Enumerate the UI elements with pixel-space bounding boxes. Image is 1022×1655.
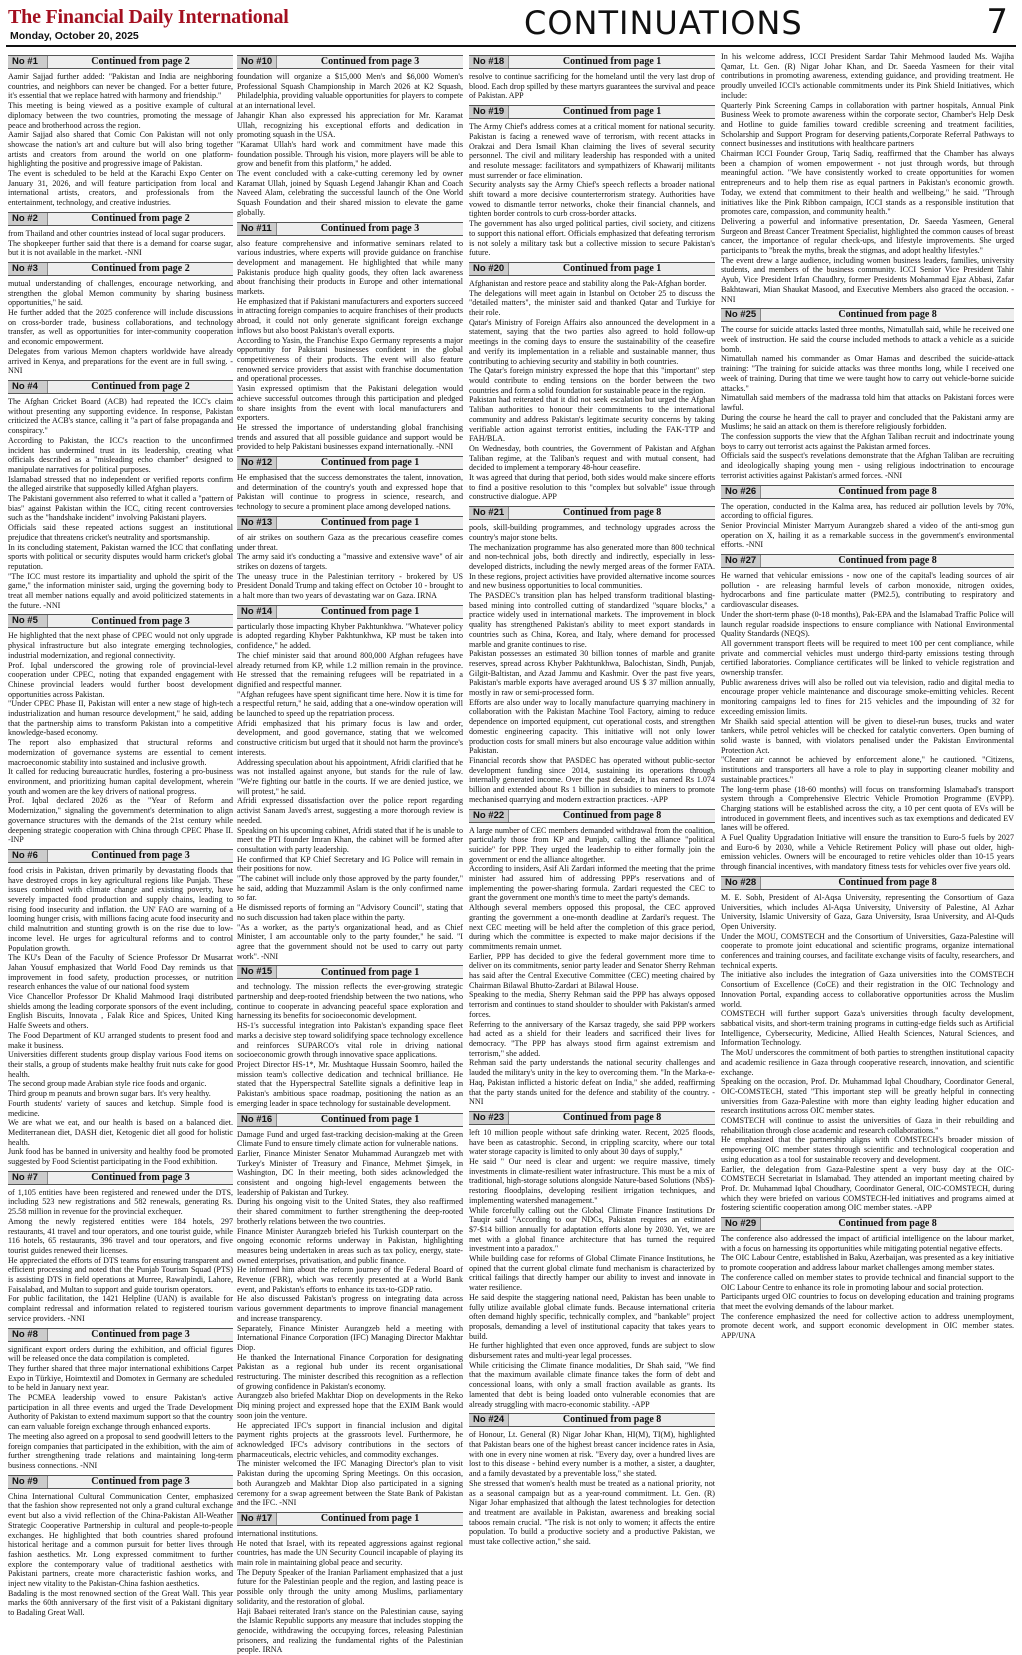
article-paragraph: The Qatar's foreign ministry expressed the hope that this "important" step would contribute to ending tensions on the border between the two countries and form a solid foundation for sustainable peace in the region. (469, 366, 715, 395)
article-paragraph: Quarterly Pink Screening Camps in collaboration with partner hospitals, Annual Pink Business Week to promote awareness within the corporate sector, Chamber's Help Desk and Hotline to guide families toward credible screening and treatment facilities, Scholarship and Support Program for deserving patients,Corporate Referral Pathways to connect businesses and institutions with healthcare partners (721, 100, 1014, 149)
continued-from-label: Continued from page 2 (91, 381, 190, 393)
article-paragraph: The uneasy truce in the Palestinian territory - brokered by US President Donald Trump and taking effect on October 10 - brought to a halt more than two years of devastating war on Gaza. IRNA (237, 571, 463, 601)
continued-from-label: Continued from page 1 (562, 106, 662, 118)
article-paragraph: The government has also urged political parties, civil society, and citizens to support this national effort. Officials emphasized that defeating terrorism is not solely a military task but a collective mission to secure Pakistan's future. (469, 219, 715, 258)
article-paragraph: Prof. Iqbal underscored the growing role of provincial-level cooperation under CPEC, noting that expanded engagement with Chinese provincial leaders would further boost development opportunities across Pakistan. (8, 660, 233, 699)
continued-from-label: Continued from page 2 (91, 56, 190, 68)
masthead-rule (6, 45, 1016, 47)
article-paragraph: Fourth students' variety of sauces and ketchup. Simple food is medicine. (8, 1098, 233, 1118)
article-paragraph: The Deputy Speaker of the Iranian Parliament emphasized that a just future for the Palestinian people and the region, and lasting peace is possible only through the unity among Muslims, parliamentary solidarity, and the restoration of global. (237, 1567, 463, 1606)
article-paragraph: During the course he heard the call to prayer and concluded that the Pakistani army are Muslims; he said an attack on them is therefore religiously forbidden. (721, 412, 1014, 432)
article-header (469, 1111, 715, 1125)
article-number-tag: No #2 (8, 213, 48, 225)
article-header (721, 876, 1014, 890)
article-paragraph: The MoU underscores the commitment of both parties to strengthen institutional capacity and academic resilience in Gaza through cooperative research, innovation, and scientific exchange. (721, 1048, 1014, 1077)
article-paragraph: Earlier, Finance Minister Senator Muhammad Aurangzeb met with Turkey's Minister of Treasury and Finance, Mehmet Şimşek, in Washington, DC In their meeting, both sides acknowledged the consistent and ongoing high-level engagements between the leadership of Pakistan and Turkey. (237, 1148, 463, 1197)
article (237, 222, 463, 452)
article-header (8, 55, 233, 69)
article-header (469, 55, 715, 69)
article-header (469, 809, 715, 823)
article (469, 1413, 715, 1546)
article-paragraph: Yasin expressed optimism that the Pakistani delegation would achieve successful outcomes through this participation and pledged to share insights from the event with local manufacturers and exporters. (237, 384, 463, 423)
article-header (469, 262, 715, 276)
article-paragraph: The army said it's conducting a "massive and extensive wave" of air strikes on dozens of targets. (237, 552, 463, 571)
article-paragraph: He stressed the importance of understanding global franchising trends and assured that all possible guidance and support would be provided to help Pakistani businesses expand internationally. -NNI (237, 422, 463, 452)
article-paragraph: According to insiders, Asif Ali Zardari informed the meeting that the prime minister had assured him of addressing PPP's reservations and of implementing the power-sharing formula. Zardari requested the CEC to grant the government one month's time to meet the party's demands. (469, 864, 715, 903)
article-paragraph: "The cabinet will include only those approved by the party founder," he said, adding that Muzzammil Aslam is the only confirmed name so far. (237, 874, 463, 903)
article-paragraph: Chairman ICCI Founder Group, Tariq Sadiq, reaffirmed that the Chamber has always been a champion of women empowerment - not just through words, but through meaningful action. "We have consistently worked to create opportunities for women entrepreneurs and to help them rise as equal partners in Pakistan's economic growth. Today, we extend that commitment to their health and wellbeing," he said. "Through initiatives like the Pink Ribbon campaign, ICCI stands as a responsible institution that promotes care, compassion, and community health." (721, 149, 1014, 217)
article-paragraph: The operation, conducted in the Kalma area, has reduced air pollution levels by 70%, according to official figures. (721, 501, 1014, 521)
article (237, 1512, 463, 1655)
continued-from-label: Continued from page 3 (91, 615, 190, 627)
article-paragraph: All government transport fleets will be required to meet 100 per cent compliance, while private and commercial vehicles must undergo third-party emissions testing through certified laboratories. Compliance certificates will be linked to vehicle registration and ownership transfer. (721, 638, 1014, 678)
article-paragraph: Under the MOU, COMSTECH and the Consortium of Universities, Gaza-Palestine will cooperate to promote joint educational and scientific programs, organize international conferences and training courses, and facilitate exchange visits of faculty, researchers, and technical experts. (721, 931, 1014, 970)
article-paragraph: Public awareness drives will also be rolled out via television, radio and digital media to encourage proper vehicle maintenance and discourage smoke-emitting vehicles. Recent monitoring campaigns led to fines for 215 vehicles and the impounding of 32 for exceeding emission limits. (721, 677, 1014, 716)
article-paragraph: A large number of CEC members demanded withdrawal from the coalition, particularly those from KP and Punjab, calling the alliance "political suicide" for PPP. They urged the leadership to either formally join the government or end the alliance altogether. (469, 825, 715, 864)
article-header (8, 262, 233, 276)
article (8, 212, 233, 258)
article-paragraph: Damage Fund and urged fast-tracking decision-making at the Green Climate Fund to ensure timely climate action for vulnerable nations. (237, 1129, 463, 1149)
article (8, 1328, 233, 1471)
article-paragraph: They further shared that three major international exhibitions Carpet Expo in Türkiye, Hoimtextil and Domotex in Germany are scheduled to be held in January next year. (8, 1363, 233, 1393)
continued-from-label: Continued from page 8 (562, 1414, 662, 1426)
article-paragraph: He warned that vehicular emissions - now one of the capital's leading sources of air pollution - are releasing harmful levels of carbon monoxide, nitrogen oxides, hydrocarbons and fine particulate matter (PM2.5), contributing to respiratory and cardiovascular diseases. (721, 571, 1014, 610)
article-paragraph: mutual understanding of challenges, encourage networking, and strengthen the global Memon community by sharing business opportunities," he said. (8, 278, 233, 308)
continued-article-text (721, 52, 1014, 304)
article-number-tag: No #3 (8, 263, 48, 275)
continued-from-label: Continued from page 2 (91, 263, 190, 275)
article-number-tag: No #28 (721, 877, 761, 889)
article-paragraph: The report also emphasized that structural reforms and modernization of governance systems are essential to cement macroeconomic stability into sustained and inclusive growth. (8, 738, 233, 767)
page-number: 7 (986, 2, 1008, 42)
section-title: CONTINUATIONS (524, 4, 803, 42)
article (8, 1475, 233, 1618)
article (8, 380, 233, 610)
article-paragraph: Speaking on the occasion, Prof. Dr. Muhammad Iqbal Choudhary, Coordinator General, OIC-COMSTECH, stated "This important step will be greatly helpful in connecting universities from Gaza-Palestine with more than eighty leading higher education and research institutions across OIC member states. (721, 1077, 1014, 1116)
article-number-tag: No #19 (469, 106, 509, 118)
article-paragraph: Prof. Iqbal declared 2026 as the "Year of Reform and Modernization," signaling the government's determination to align governance structures with the demands of the 21st century while deepening strategic cooperation with China through CPEC Phase II. -INP (8, 796, 233, 845)
article-paragraph: A Fuel Quality Upgradation Initiative will ensure the transition to Euro-5 fuels by 2027 and Euro-6 by 2030, while a Vehicle Retirement Policy will phase out older, high-emission vehicles. Owners will be encouraged to retire vehicles older than 10-15 years through financial incentives, with mandatory fitness tests for vehicles over five years old. (721, 833, 1014, 872)
article-paragraph: The shopkeeper further said that there is a demand for coarse sugar, but it is not available in the market. -NNI (8, 238, 233, 258)
continued-from-label: Continued from page 1 (320, 516, 420, 528)
article-paragraph: food crisis in Pakistan, driven primarily by devastating floods that have destroyed crops in key agricultural regions like Punjab. These issues combined with climate change and existing poverty, have severely impacted food production and supply chains, leading to rising food insecurity and inflation. the UN' FAO are warning of a looming hunger crisis, with millions facing acute food insecurity and child malnutrition and stunting growth is on the rise due to low-income level. He urges for agricultural reforms and to control Population growth. (8, 865, 233, 953)
article-number-tag: No #26 (721, 486, 761, 498)
article-paragraph: Security analysts say the Army Chief's speech reflects a broader national shift toward a more decisive counterterrorism strategy. Authorities have vowed to dismantle terror networks, choke their financial channels, and tighten border controls to curb cross-border attacks. (469, 180, 715, 219)
article-paragraph: Third group m peanuts and brown sugar bars. It's very healthy. (8, 1089, 211, 1099)
continued-from-label: Continued from page 1 (320, 457, 420, 469)
article-paragraph: During his ongoing visit to the United States, they also reaffirmed their shared commitment to further strengthening the deep-rooted brotherly relations between the two countries. (237, 1197, 463, 1226)
article-paragraph: COMSTECH will continue to assist the universities of Gaza in their rebuilding and rehabilitation through close academic and research collaborations." (721, 1116, 1014, 1135)
article-paragraph: He thanked the International Finance Corporation for designating Pakistan as a regional hub under its recent organisational restructuring. The minister described this recognition as a reflection of growing confidence in Pakistan's economy. (237, 1352, 463, 1391)
article-paragraph: On Wednesday, both countries, the Government of Pakistan and Afghan Taliban regime, at the Taliban's request and with mutual consent, had decided to implement a temporary 48-hour ceasefire. (469, 443, 715, 473)
article-number-tag: No #29 (721, 1218, 761, 1230)
article-paragraph: "Karamat Ullah's hard work and commitment have made this foundation possible. Through his vision, more players will be able to grow and benefit from this platform," he added. (237, 139, 463, 169)
continued-from-label: Continued from page 1 (320, 966, 420, 978)
article-paragraph: Finance Minister Aurangzeb briefed his Turkish counterpart on the ongoing economic reforms underway in Pakistan, highlighting measures being undertaken in areas such as tax policy, energy, state-owned enterprises, privatisation, and public finance. (237, 1226, 463, 1265)
article-paragraph: The conference called on member states to provide technical and financial support to the OIC Labour Centre to enhance its role in promoting labour and social protection. (721, 1272, 1014, 1292)
article-paragraph: Project Director HS-1*, Mr. Mushtaque Hussain Soomro, hailed the mission team's collective dedication and technical brilliance. He stated that the Hyperspectral Satellite signals a definitive leap in Pakistan's ambitious space roadmap, positioning the nation as an emerging leader in space technology for sustainable development. (237, 1059, 463, 1108)
article-header (469, 506, 715, 520)
article-header (8, 380, 233, 394)
article (721, 876, 1014, 1213)
article-number-tag: No #16 (237, 1114, 277, 1126)
article-paragraph: of air strikes on southern Gaza as the precarious ceasefire comes under threat. (237, 532, 463, 552)
article-number-tag: No #1 (8, 56, 48, 68)
article-header (721, 554, 1014, 568)
continued-from-label: Continued from page 1 (562, 263, 662, 275)
article (237, 55, 463, 218)
article-paragraph: It was agreed that during that period, both sides would make sincere efforts to find a positive resolution to this "complex but solvable" issue through constructive dialogue. APP (469, 473, 715, 502)
continued-from-label: Continued from page 3 (320, 222, 420, 234)
article-number-tag: No #9 (8, 1476, 48, 1488)
article-header (8, 614, 233, 628)
article-number-tag: No #14 (237, 606, 277, 618)
column-2 (237, 52, 463, 1655)
article-paragraph: According to Yasin, the Franchise Expo Germany represents a major opportunity for Pakistani businesses confident in the global competitiveness of their products. The event will also feature renowned service providers that assist with franchise documentation and operational processes. (237, 335, 463, 384)
article-paragraph: Referring to the anniversary of the Karsaz tragedy, she said PPP workers had acted as a shield for their leaders and sacrificed their lives for democracy. "The PPP has always stood firm against extremism and terrorism," she added. (469, 1019, 715, 1058)
continued-from-label: Continued from page 1 (562, 56, 662, 68)
article-header (469, 1413, 715, 1427)
article-number-tag: No #22 (469, 810, 509, 822)
article-paragraph: The second group made Arabian style rice foods and organic. (8, 1079, 207, 1089)
article-header (237, 55, 463, 69)
article-paragraph: The mechanization programme has also generated more than 800 technical and non-technical jobs, both directly and indirectly, especially in less-developed districts, including the newly merged areas of the former FATA. In these regions, project activities have provided alternative income sources and new business opportunities to local communities. (469, 542, 715, 591)
article-paragraph: The Food Department of KU arranged students to present food and make it business. (8, 1030, 233, 1050)
article-paragraph: The PASDEC's transition plan has helped transform traditional blasting-based mining into controlled cutting of standardized "square blocks," a practice widely used in international markets. The improvement in block quality has strengthened Pakistan's ability to meet export standards in countries such as China, Korea, and Italy, where demand for processed marble and granite continues to rise. (469, 591, 715, 649)
article-paragraph: HS-1's successful integration into Pakistan's expanding space fleet marks a decisive step toward solidifying space technology excellence and reinforces SUPARCO's vital role in driving national socioeconomic growth through innovative space applications. (237, 1021, 463, 1060)
article-paragraph: Universities different students group display various Food items on their stalls, a group of students make healthy fruit nuts cake for good health. (8, 1050, 233, 1079)
article (237, 965, 463, 1108)
article-header (237, 222, 463, 236)
article-header (237, 516, 463, 530)
article-header (469, 105, 715, 119)
article-number-tag: No #27 (721, 555, 761, 567)
article-paragraph: The OIC Labour Centre, established in Baku, Azerbaijan, was presented as a key initiative to promote cooperation and address labour market challenges among member states. (721, 1253, 1014, 1273)
continued-from-label: Continued from page 8 (562, 507, 662, 519)
article (469, 55, 715, 101)
article-paragraph: According to Pakistan, the ICC's reaction to the unconfirmed incident has undermined trust in its leadership, creating what officials described as a "misleading echo chamber" designed to manipulate narratives for political purposes. (8, 435, 233, 474)
article-paragraph: Afridi expressed dissatisfaction over the police report regarding activist Sanam Javed's arrest, suggesting a more thorough review is needed. (237, 796, 463, 825)
article-paragraph: left 10 million people without safe drinking water. Recent, 2025 floods, have been as catastrophic. Second, in crippling scarcity, where our total water storage capacity is limited to only about 30 days of supply," (469, 1127, 715, 1157)
article-paragraph: international institutions. (237, 1528, 318, 1538)
article-paragraph: While building case for reforms of Global Climate Finance Institutions, he opined that the current global climate fund mechanism is characterized by critical failings that directly hamper our ability to invest and innovate in water resilience. (469, 1254, 715, 1293)
article-paragraph: The conference emphasized the need for collective action to address unemployment, promote decent work, and support economic development in OIC member states. APP/UNA (721, 1311, 1014, 1341)
article-paragraph: Aamir Sajjad further added: "Pakistan and India are neighboring countries, and neighbors can never be changed. For a better future, it's essential that we replace hatred with harmony and friendship." (8, 72, 233, 101)
article (237, 516, 463, 601)
masthead (0, 0, 1022, 46)
article-paragraph: Delegates from various Memon chapters worldwide have already arrived in Kenya, and preparations for the event are in full swing. -NNI (8, 346, 233, 376)
article (237, 1113, 463, 1508)
article-paragraph: He confirmed that KP Chief Secretary and IG Police will remain in their positions for now. (237, 854, 463, 874)
article-number-tag: No #10 (237, 56, 277, 68)
article-paragraph: We are what we eat, and our health is based on a balanced diet. Mediterranean diet, DASH diet, Ketogenic diet all good for holistic health. (8, 1118, 233, 1147)
article-paragraph: He further added that the 2025 conference will include discussions on cross-border trade, business collaborations, and technology transfer, as well as opportunities for inter-community cooperation and economic empowerment. (8, 308, 233, 347)
article-paragraph: "Under CPEC Phase II, Pakistan will enter a new stage of high-tech industrialization and human resource development," he said, adding that the partnership aims to transform Pakistan into a competitive knowledge-based economy. (8, 699, 233, 738)
article-paragraph: Mr Shaikh said special attention will be given to diesel-run buses, trucks and water tankers, while petrol vehicles will be checked for catalytic converters. Open burning of solid waste is banned, with violators penalised under the Pakistan Environmental Protection Act. (721, 716, 1014, 755)
article-paragraph: He informed him about the reform journey of the Federal Board of Revenue (FBR), which was recently presented at a World Bank event, and Pakistan's efforts to enhance its tax-to-GDP ratio. (237, 1265, 463, 1294)
article-paragraph: Nimatullah said members of the madrassa told him that attacks on Pakistani forces were lawful. (721, 393, 1014, 412)
article-paragraph: He also discussed Pakistan's progress on integrating data across various government departments to improve financial management and increase transparency. (237, 1294, 463, 1323)
article-paragraph: The minister welcomed the IFC Managing Director's plan to visit Pakistan during the upcoming Spring Meetings. On this occasion, both Aurangzeb and Makhtar Diop also participated in a signing ceremony for a swap agreement between the State Bank of Pakistan and the IFC. -NNI (237, 1459, 463, 1508)
article-number-tag: No #6 (8, 850, 48, 862)
article-paragraph: Earlier, the delegation from Gaza-Palestine spent a very busy day at the OIC-COMSTECH Secretariat in Islamabad. They attended an important meeting chaired by Prof. Dr. Muhammad Iqbal Choudhary, Coordinator General, OIC-COMSTECH, during which they were briefed on various COMSTECH-led initiatives and programs aimed at fostering scientific cooperation among OIC member states. -APP (721, 1164, 1014, 1213)
continued-from-label: Continued from page 3 (91, 1475, 190, 1487)
article-paragraph: Badaling is the most renowned section of the Great Wall. This year marks the 60th anniversary of the first visit of a Pakistani dignitary to Badaling Great Wall. (8, 1588, 233, 1618)
article-paragraph: "Afghan refugees have spent significant time here. Now it is time for a respectful return," he said, adding that a one-window operation will be launched to speed up the repatriation process. (237, 689, 463, 719)
article-paragraph: The Army Chief's address comes at a critical moment for national security. Pakistan is facing a renewed wave of terrorism, with recent attacks in Orakzai and Dera Ismail Khan claiming the lives of several security personnel. The civil and military leadership has responded with a united and resolute message: facilitators and sympathizers of Khawarij militants must surrender or face elimination. (469, 122, 715, 180)
article-header (8, 1171, 233, 1185)
article-number-tag: No #15 (237, 966, 277, 978)
article (8, 1171, 233, 1324)
article-paragraph: Participants urged OIC countries to focus on developing education and training programs that meet the evolving demands of the labour market. (721, 1292, 1014, 1311)
article-header (8, 1328, 233, 1342)
article-paragraph: M. E. Sobh, President of Al-Aqsa University, representing the Consortium of Gaza Universities, which includes Al-Aqsa University, University of Palestine, Al Azhar University, Islamic University of Gaza, Gaza University, Israa University, and Al-Quds Open University. (721, 892, 1014, 931)
continued-from-label: Continued from page 3 (91, 1328, 190, 1340)
continued-from-label: Continued from page 1 (320, 605, 420, 617)
issue-date: Monday, October 20, 2025 (10, 30, 139, 42)
column-3 (469, 52, 715, 1644)
article (8, 55, 233, 208)
article-paragraph: The course for suicide attacks lasted three months, Nimatullah said, while he received one week of instruction. He said the course included methods to attack a vehicle as a suicide bomb. (721, 325, 1014, 354)
article-paragraph: COMSTECH will further support Gaza's universities through faculty development, sabbatical visits, and short-term training programs in cutting-edge fields such as Artificial Intelligence, Cybersecurity, Medicine, Allied Health Sciences, Natural Sciences, and Information Technology. (721, 1009, 1014, 1048)
article-paragraph: Vice Chancellor Professor Dr Khalid Mahmood Iraqi distributed shields among the leading corporate sponsors of the event including, English Biscuits, Innovata , Falak Rice and Spices, United King Halfe Sweets and others. (8, 992, 233, 1031)
article-paragraph: China International Cultural Communication Center, emphasized that the fashion show represented not only a grand cultural exchange event but also a vivid reflection of the China-Pakistan All-Weather Strategic Cooperative Partnership in cultural and people-to-people exchanges. He highlighted that both countries shared profound historical heritage and a common pursuit for better lives through fashion aesthetics. Mr. Long expressed commitment to further explore the contemporary value of traditional aesthetics with Pakistani partners, create more characteristic fashion works, and inject new vitality to the Pakistan-China fashion aesthetics. (8, 1491, 233, 1589)
article-paragraph: of 1,105 entities have been registered and renewed under the DTS, including 523 new registrations and 582 renewals, generating Rs. 25.58 million in revenue for the provincial exchequer. (8, 1187, 233, 1217)
article-paragraph: The long-term phase (18-60 months) will focus on transforming Islamabad's transport system through a Comprehensive Electric Vehicle Promotion Programme (EVPP). Charging stations will be established across the city, a 10 per cent quota of EVs will be introduced in government fleets, and incentives such as tax exemptions and dedicated EV lanes will be offered. (721, 784, 1014, 833)
article-paragraph: particularly those impacting Khyber Pakhtunkhwa. "Whatever policy is adopted regarding Khyber Pakhtunkhwa, KP must be taken into confidence," he added. (237, 621, 463, 651)
article-paragraph: Speaking to the media, Sherry Rehman said the PPP has always opposed terrorism and continues to stand shoulder to shoulder with Pakistan's armed forces. (469, 990, 715, 1019)
article-paragraph: In its concluding statement, Pakistan warned the ICC that conflating sports with political or security disputes would harm cricket's global reputation. (8, 542, 233, 571)
article (8, 262, 233, 376)
article-paragraph: pools, skill-building programmes, and technology upgrades across the country's major stone belts. (469, 523, 715, 542)
newspaper-name: The Financial Daily International (8, 6, 289, 28)
article-paragraph: He further highlighted that even once approved, funds are subject to slow disbursement rates and multi-year legal processes. (469, 1341, 715, 1361)
article-paragraph: Afghanistan and restore peace and stability along the Pak-Afghan border. (469, 278, 707, 288)
article-paragraph: Separately, Finance Minister Aurangzeb held a meeting with International Finance Corporation (IFC) Managing Director Makhtar Diop. (237, 1323, 463, 1352)
article-paragraph: from Thailand and other countries instead of local sugar producers. (8, 228, 226, 238)
article-paragraph: "Cleaner air cannot be achieved by enforcement alone," he cautioned. "Citizens, institutions and transporters all have a role to play in supporting cleaner mobility and sustainable practices." (721, 755, 1014, 784)
column-1 (8, 52, 233, 1644)
article-paragraph: The event is scheduled to be held at the Karachi Expo Center on January 31, 2026, and will feature participation from local and international artists, creators, and professionals from the entertainment, technology, and creative industries. (8, 169, 233, 208)
article-header (8, 212, 233, 226)
article-paragraph: The meeting also agreed on a proposal to send goodwill letters to the foreign companies that participated in the exhibition, with the aim of further strengthening trade relations and maintaining long-term business connections. -NNI (8, 1431, 233, 1470)
article-paragraph: While forcefully calling out the Global Climate Finance Institutions Dr Tauqir said "According to our NDCs, Pakistan requires an estimated $7-$14 billion annually for adaptation efforts alone by 2030. Yet, we are met with a global finance architecture that has turned the required investment into a paradox." (469, 1205, 715, 1254)
article-paragraph: The event concluded with a cake-cutting ceremony led by owner Karamat Ullah, joined by Squash Legend Jahangir Khan and Coach Naveed Alam, celebrating the successful launch of the One World Squash Foundation and their shared mission to elevate the game globally. (237, 169, 463, 217)
article-paragraph: He dismissed reports of forming an "Advisory Council", stating that no such discussion had taken place within the party. (237, 903, 463, 922)
article-paragraph: Qatar's Ministry of Foreign Affairs also announced the development in a statement, saying that the two parties also agreed to hold follow-up meetings in the coming days to ensure the sustainability of the ceasefire and verify its implementation in a reliable and sustainable manner, thus contributing to achieving security and stability in both countries. (469, 317, 715, 366)
article-paragraph: Delivering a powerful and informative presentation, Dr. Saeeda Yasmeen, General Surgeon and Breast Cancer Treatment Specialist, highlighted the common causes of breast cancer, the importance of regular check-ups, and lifestyle improvements. She urged participants to "break the myths, break the stigmas, and adopt healthy lifestyles." (721, 216, 1014, 256)
continued-from-label: Continued from page 3 (320, 56, 420, 68)
article-header (237, 605, 463, 619)
article (721, 485, 1014, 551)
article-header (237, 1113, 463, 1127)
continued-from-label: Continued from page 8 (562, 809, 662, 821)
article-paragraph: He highlighted that the next phase of CPEC would not only upgrade physical infrastructure but also integrate emerging technologies, industrial modernization, and regional connectivity. (8, 631, 233, 660)
article-paragraph: The event drew a large audience, including women business leaders, families, university students, and members of the business community. ICCI Senior Vice President Tahir Ayub, Vice President Irfan Chaudhry, former Presidents Mohammad Ejaz Abbasi, Zafar Bakhtawari, Mian Shaukat Masood, and Executive Members also graced the occasion. -NNI (721, 255, 1014, 304)
article-paragraph: The confession supports the view that the Afghan Taliban recruit and indoctrinate young boys to carry out terrorist acts against the Pakistan armed forces. (721, 432, 1014, 451)
article-header (237, 456, 463, 470)
article-number-tag: No #12 (237, 457, 277, 469)
article-paragraph: The PCMEA leadership vowed to ensure Pakistan's active participation in all three events and urged the Trade Development Authority of Pakistan to extend maximum support so that the country can earn valuable foreign exchange through enhanced exports. (8, 1393, 233, 1432)
article-paragraph: Under the short-term phase (0-18 months), Pak-EPA and the Islamabad Traffic Police will launch regular roadside inspections to ensure compliance with National Environmental Quality Standards (NEQS). (721, 609, 1014, 639)
article-paragraph: Speaking on his upcoming cabinet, Afridi stated that if he is unable to meet the PTI founder Imran Khan, the cabinet will be formed after consultation with party leadership. (237, 825, 463, 854)
article-paragraph: Among the newly registered entities were 184 hotels, 297 restaurants, 41 travel and tour operators, and one tourist guide, while 116 hotels, 65 restaurants, 396 travel and tour operators, and five tourist guides renewed their licenses. (8, 1216, 233, 1255)
article (237, 456, 463, 512)
article-paragraph: Officials said these repeated actions suggest an institutional prejudice that threatens cricket's neutrality and sportsmanship. (8, 523, 233, 542)
continued-from-label: Continued from page 8 (838, 1218, 937, 1230)
article (721, 308, 1014, 480)
article-paragraph: The chief minister said that around 800,000 Afghan refugees have already returned from KP, while 1.2 million remain in the province. He stressed that the remaining refugees will be repatriated in a dignified and respectful manner. (237, 650, 463, 689)
continued-from-label: Continued from page 2 (91, 212, 190, 224)
article-paragraph: Islamabad stressed that no independent or verified reports confirm the alleged airstrike that supposedly killed Afghan players. (8, 474, 233, 494)
article-number-tag: No #20 (469, 263, 509, 275)
article-paragraph: Aurangzeb also briefed Makhtar Diop on developments in the Reko Diq mining project and expressed hope that the EXIM Bank would soon join the venture. (237, 1391, 463, 1420)
article-header (8, 1475, 233, 1489)
article-paragraph: He appreciated IFC's support in financial inclusion and digital payment rights projects at the grassroots level. Furthermore, he acknowledged IFC's advisory contributions in the sectors of pharmaceuticals, electric vehicles, and commodity exchanges. (237, 1420, 463, 1459)
continued-from-label: Continued from page 8 (838, 555, 937, 567)
article-number-tag: No #5 (8, 615, 48, 627)
continued-from-label: Continued from page 8 (838, 876, 937, 888)
article-paragraph: Earlier, PPP has decided to give the federal government more time to deliver on its commitments, senior party leader and Senator Sherry Rehman has said after the Central Executive Committee (CEC) meeting chaired by Chairman Bilawal Bhutto-Zardari at Bilawal House. (469, 951, 715, 990)
continued-from-label: Continued from page 8 (838, 485, 937, 497)
article-number-tag: No #4 (8, 381, 48, 393)
article-number-tag: No #17 (237, 1513, 277, 1525)
article-paragraph: He noted that Israel, with its repeated aggressions against regional countries, has made the UN Security Council incapable of playing its main role in maintaining global peace and security. (237, 1538, 463, 1568)
article-paragraph: also feature comprehensive and informative seminars related to various industries, where experts will provide guidance on franchise development and management. He highlighted that while many Pakistanis produce high quality goods, they often lack awareness about franchising their products in Europe and other international markets. (237, 238, 463, 297)
article-header (721, 308, 1014, 322)
article-paragraph: "The ICC must restore its impartiality and uphold the spirit of the game," the information minister said, urging the governing body to treat all member nations equally and avoid politicized statements in the future. -NNI (8, 571, 233, 610)
article (721, 1217, 1014, 1341)
article-paragraph: He emphasized that if Pakistani manufacturers and exporters succeed in attracting foreign companies to acquire franchises of their products abroad, it could not only generate significant foreign exchange inflows but also boost Pakistan's overall exports. (237, 296, 463, 335)
article-paragraph: Nimatullah named his commander as Omar Hamas and described the suicide-attack training: "The training for suicide attacks was three months long, while I received one week of training. During that time we were taught how to carry out vehicle-borne suicide attacks." (721, 354, 1014, 393)
article-header (237, 965, 463, 979)
article-paragraph: Rehman said the party understands the national security challenges and lauded the military's unity in the key to overcoming them. "In the Marka-e-Haq, Pakistan inflicted a historic defeat on India," she added, reaffirming that the party stands united for the defence and stability of the country. -NNI (469, 1058, 715, 1107)
article-paragraph: resolve to continue sacrificing for the homeland until the very last drop of blood. Each drop spilled by these martyrs guarantees the survival and peace of Pakistan. APP (469, 72, 715, 101)
article-number-tag: No #8 (8, 1329, 48, 1341)
article-paragraph: This meeting is being viewed as a positive example of cultural diplomacy between the two countries, promoting the message of peace and brotherhood across the region. (8, 101, 233, 130)
article-paragraph: foundation will organize a $15,000 Men's and $6,000 Women's Professional Squash Championship in March 2026 at K2 Squash, Philadelphia, providing valuable opportunities for players to compete at an international level. (237, 72, 463, 111)
article-number-tag: No #11 (237, 223, 277, 235)
article (469, 105, 715, 258)
article-paragraph: He said despite the staggering national need, Pakistan has been unable to fully utilize available global climate funds. Because international criteria often demand highly specific, technically complex, and "bankable" project proposals, demanding a level of institutional capacity that takes years to build. (469, 1292, 715, 1341)
article-paragraph: Junk food has be banned in university and healthy food be promoted suggested by Food Scientist participating in the Food exhibition. (8, 1147, 233, 1167)
article-paragraph: of Honour, Lt. General (R) Nigar Johar Khan, HI(M), TI(M), highlighted that Pakistan bears one of the highest breast cancer incidence rates in Asia, with one in every nine women at risk. "Every day, over a hundred lives are lost to this disease - behind every number is a mother, a sister, a daughter, and a family devastated by a preventable loss," she stated. (469, 1430, 715, 1479)
article-paragraph: Haji Babaei reiterated Iran's stance on the Palestinian cause, saying the Islamic Republic supports any measure that includes stopping the genocide, withdrawing the occupying forces, releasing Palestinian prisoners, and realizing the fundamental rights of the Palestinian people. IRNA (237, 1606, 463, 1655)
article-number-tag: No #25 (721, 309, 761, 321)
article-header (237, 1512, 463, 1526)
article-paragraph: The conference also addressed the impact of artificial intelligence on the labour market, with a focus on harnessing its opportunities while mitigating potential negative effects. (721, 1234, 1014, 1253)
continued-from-label: Continued from page 1 (320, 1113, 420, 1125)
article (469, 262, 715, 502)
article-paragraph: Although several members opposed this proposal, the CEC approved granting the government a one-month deadline at Zardari's request. The next CEC meeting will be held after the completion of this grace period, during which the committee is expected to make major decisions if the commitments remain unmet. (469, 903, 715, 951)
article-paragraph: While criticising the Climate finance modalities, Dr Shah said, "We find that the maximum available climate finance takes the form of debt and concessional loans, with only a small fraction available as grants. Its lamented that debt is being loaded onto vulnerable economies that are already struggling with macro-economic stability. -APP (469, 1360, 715, 1409)
article-paragraph: For public facilitation, the 1421 Helpline (UAN) is available for complaint redressal and information related to registered tourism service providers. -NNI (8, 1294, 233, 1323)
article (469, 1111, 715, 1409)
article-header (8, 849, 233, 863)
article-paragraph: He emphasised that the success demonstrates the talent, innovation, and determination of the country's youth and expressed hope that Pakistan will continue to progress in science, research, and technology to secure a prominent place among developed nations. (237, 473, 463, 512)
article-paragraph: In his welcome address, ICCI President Sardar Tahir Mehmood lauded Ms. Wajiha Qamar, Lt. Gen. (R) Nigar Johar Khan, and Dr. Saeeda Yasmeen for their vital contributions in promoting awareness, extending guidance, and providing treatment. He proudly unveiled ICCI's actionable commitments under its Pink Shield Initiatives, which include: (721, 52, 1014, 100)
article-paragraph: The Afghan Cricket Board (ACB) had repeated the ICC's claim without presenting any supporting evidence. In response, Pakistan criticized the ACB's stance, calling it "a part of false propaganda and conspiracy." (8, 396, 233, 436)
article-paragraph: She stressed that women's health must be treated as a national priority, not as a seasonal campaign but as a year-round commitment. Lt. Gen. (R) Nigar Johar emphasized that although the latest technologies for detection and treatment are available in Pakistan, awareness and breaking social taboos remain crucial. "The risk is not only to women; it affects the entire population. To build a productive society and a productive Pakistan, we must take collective action," she said. (469, 1478, 715, 1547)
page-content (8, 52, 1014, 1655)
article (469, 506, 715, 804)
article-paragraph: The initiative also includes the integration of Gaza universities into the COMSTECH Consortium of Excellence (CoCE) and their registration in the OIC Technology and Innovation Portal, expanding access to collaborative opportunities across the Muslim world. (721, 970, 1014, 1009)
article-paragraph: The Pakistani government also referred to what it called a "pattern of bias" against Pakistan within the ICC, citing recent controversies such as the "handshake incident" involving Pakistani players. (8, 494, 233, 523)
article-paragraph: Jahangir Khan also expressed his appreciation for Mr. Karamat Ullah, recognizing his exceptional efforts and dedication in promoting squash in the USA. (237, 110, 463, 140)
article (237, 605, 463, 962)
continued-from-label: Continued from page 1 (320, 1513, 420, 1525)
article-paragraph: significant export orders during the exhibition, and official figures will be released once the data compilation is completed. (8, 1344, 233, 1364)
article-paragraph: Pakistan had reiterated that it did not seek escalation but urged the Afghan Taliban authorities to honour their commitments to the international community and address Pakistan's legitimate security concerns by taking verifiable action against terrorist entities, including the FAK-TTP and FAH/BLA. (469, 395, 715, 444)
article-number-tag: No #21 (469, 507, 509, 519)
article-paragraph: He said " Our need is clear and urgent: we require massive, timely investments in climate-resilient water infrastructure. This must be a mix of traditional, high-storage solutions alongside Nature-based Solutions (NbS)-restoring floodplains, developing resilient irrigation techniques, and implementing watershed management." (469, 1157, 715, 1205)
article-number-tag: No #7 (8, 1172, 48, 1184)
continued-from-label: Continued from page 3 (91, 1171, 190, 1183)
article-paragraph: He emphasized that the partnership aligns with COMSTECH's broader mission of empowering OIC member states through scientific and technological cooperation and using education as a tool for sustainable recovery and development. (721, 1135, 1014, 1164)
article-paragraph: Afridi emphasized that his primary focus is law and order, development, and good governance, stating that we welcomed constructive criticism but urged that it should not harm the province's interests. (237, 718, 463, 757)
article-paragraph: The KU's Dean of the Faculty of Science Professor Dr Musarrat Jahan Yousuf emphasized that World Food Day reminds us that improvement in food safety, production processes, or nutrition research enhances the value of our national food system (8, 953, 233, 992)
continued-from-label: Continued from page 3 (91, 850, 190, 862)
article-paragraph: Efforts are also under way to locally manufacture quarrying machinery in collaboration with the Pakistan Machine Tool Factory, aiming to reduce dependence on imported equipment, cut operational costs, and strengthen domestic engineering capacity. This initiative will not only lower production costs for small miners but also encourage value addition within Pakistan. (469, 697, 715, 756)
article-number-tag: No #13 (237, 517, 277, 529)
article-paragraph: He appreciated the efforts of DTS teams for ensuring transparent and efficient processing and noted that the Punjab Tourism Squad (PTS) is assisting DTS in field operations at Murree, Rawalpindi, Lahore, Faisalabad, and Multan to support and guide tourism operators. (8, 1255, 233, 1294)
article-paragraph: and technology. The mission reflects the ever-growing strategic partnership and deep-rooted friendship between the two nations, who continue to cooperate in advancing peaceful space exploration and harnessing its benefits for socioeconomic development. (237, 982, 463, 1021)
article-paragraph: Officials said the suspect's revelations demonstrate that the Afghan Taliban are recruiting and ideologically shaping young men - using religious indoctrination to encourage terrorist activities against Pakistan's armed forces. -NNI (721, 451, 1014, 480)
article-paragraph: Senior Provincial Minister Marryum Aurangzeb shared a video of the anti-smog gun operation on X, hailing it as a remarkable success in the government's environmental efforts. -NNI (721, 520, 1014, 550)
article-paragraph: Pakistan possesses an estimated 30 billion tonnes of marble and granite reserves, spread across Khyber Pakhtunkhwa, Balochistan, Sindh, Punjab, Gilgit-Baltistan, and Azad Jammu and Kashmir. Over the past five years, Pakistan's marble exports have averaged around US $ 37 million annually, mostly in raw or semi-processed form. (469, 649, 715, 698)
article (721, 554, 1014, 872)
article-paragraph: Addressing speculation about his appointment, Afridi clarified that he was not installed against anyone, but stands for the rule of law. "We're fighting our battle in the courts. If we are denied justice, we will protest," he said. (237, 757, 463, 796)
article-paragraph: Financial records show that PASDEC has operated without public-sector development funding since 2014, sustaining its operations through internally generated income. Over the past decade, it has earned Rs 1.074 billion and extended about Rs 1 billion in subsidies to miners to promote mechanised quarrying and modern extraction practices. -APP (469, 756, 715, 804)
article-header (721, 485, 1014, 499)
article (8, 849, 233, 1167)
article (469, 809, 715, 1107)
column-4 (721, 52, 1014, 1644)
article-header (721, 1217, 1014, 1231)
article-number-tag: No #23 (469, 1112, 509, 1124)
article-number-tag: No #18 (469, 56, 509, 68)
article-paragraph: It called for reducing bureaucratic hurdles, fostering a pro-business environment, and prioritizing human capital development, wherein youth and women are the key drivers of national progress. (8, 767, 233, 796)
article (8, 614, 233, 844)
article-paragraph: Aamir Sajjad also shared that Comic Con Pakistan will not only showcase the nation's art and culture but will also bring together artists and creators from around the world on one platform-highlighting the positive and progressive image of Pakistan. (8, 130, 233, 169)
article-paragraph: "As a worker, as the party's organizational head, and as Chief Minister, I am accountable only to the party founder," he said. "I agree that the government should not be used to carry out party work". -NNI (237, 922, 463, 961)
continued-from-label: Continued from page 8 (838, 309, 937, 321)
article-paragraph: The delegations will meet again in Istanbul on October 25 to discuss the "detailed matters", the minister said and thanked Qatar and Turkiye for their role. (469, 288, 715, 318)
continued-from-label: Continued from page 8 (562, 1112, 662, 1124)
article-number-tag: No #24 (469, 1414, 509, 1426)
